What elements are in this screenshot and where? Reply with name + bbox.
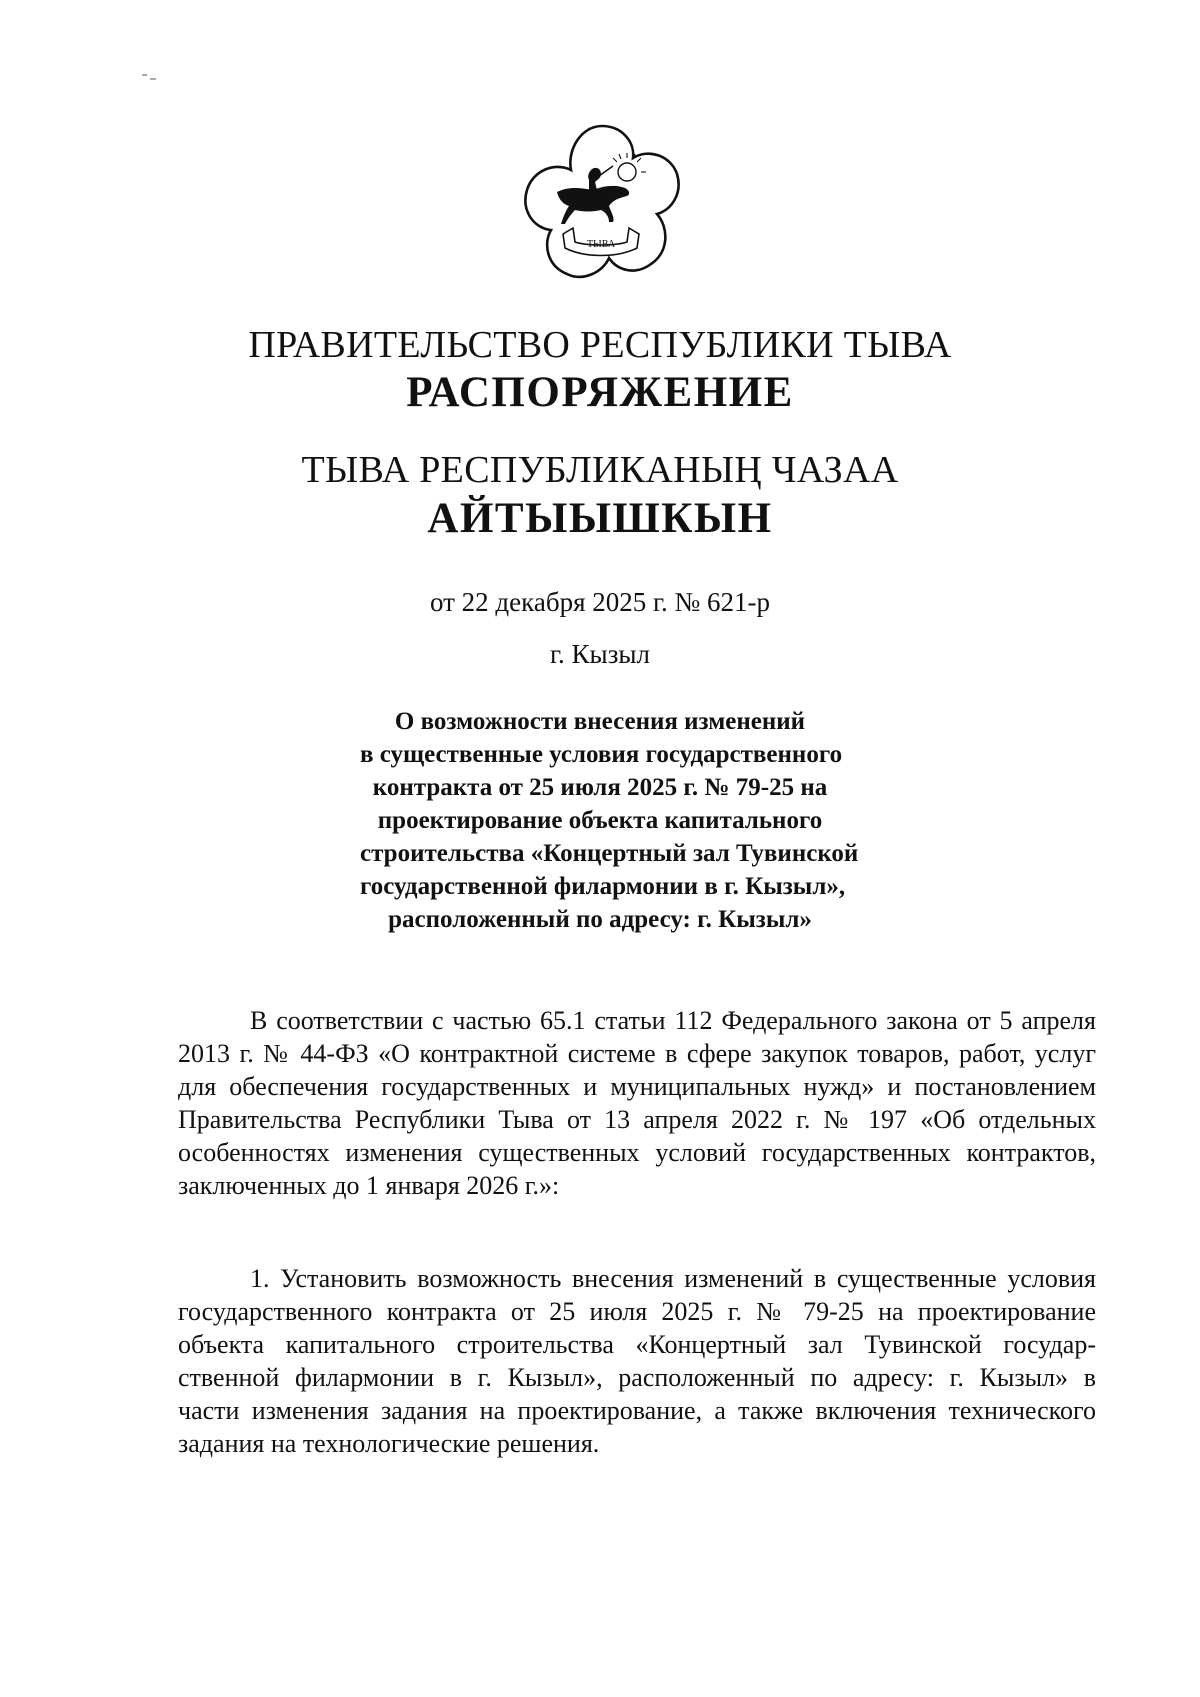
item-1-line: 1. Установить возможность внесения изменений в существенные условия (250, 1264, 1096, 1293)
document-city: г. Кызыл (550, 639, 650, 669)
document-date-number: от 22 декабря 2025 г. № 621-р (429, 587, 771, 617)
tuva-coat-of-arms-icon (517, 118, 687, 286)
item-1-line: ственной филармонии в г. Кызыл», расположенный по адресу: г. Кызыл» в (178, 1363, 1096, 1392)
item-1-line: части изменения задания на проектирование, а также включения технического (178, 1396, 1096, 1425)
document-subject (360, 705, 859, 936)
document-type-tyv: АЙТЫЫШКЫН (427, 495, 773, 542)
preamble-line: В соответствии с частью 65.1 статьи 112 Федерального закона от 5 апреля (250, 1006, 1096, 1035)
subject-line: строительства «Концертный зал Тувинской (360, 840, 859, 867)
subject-line: О возможности внесения изменений (394, 708, 806, 735)
item-1-line: объекта капитального строительства «Концертный зал Тувинской государ- (178, 1330, 1096, 1359)
subject-line: контракта от 25 июля 2025 г. № 79-25 на (372, 774, 828, 801)
government-title-tyv: ТЫВА РЕСПУБЛИКАНЫҢ ЧАЗАА (301, 449, 899, 491)
preamble-line: заключенных до 1 января 2026 г.»: (178, 1171, 560, 1200)
subject-line: в существенные условия государственного (360, 741, 843, 768)
document-type-ru: РАСПОРЯЖЕНИЕ (406, 369, 794, 416)
subject-line: проектирование объекта капитального (377, 807, 823, 834)
preamble-paragraph (178, 1004, 1096, 1202)
item-1-line: задания на технологические решения. (178, 1429, 600, 1458)
item-1-paragraph (178, 1262, 1096, 1460)
svg-text:ТЫВА: ТЫВА (586, 239, 616, 250)
preamble-line: особенностях изменения существенных условий государственных контрактов, (178, 1138, 1096, 1167)
preamble-line: для обеспечения государственных и муниципальных нужд» и постановлением (178, 1072, 1096, 1101)
subject-line: расположенный по адресу: г. Кызыл» (388, 906, 812, 933)
scan-mark (142, 74, 156, 80)
subject-line: государственной филармонии в г. Кызыл», (360, 873, 846, 900)
preamble-line: 2013 г. № 44-ФЗ «О контрактной системе в сфере закупок товаров, работ, услуг (178, 1039, 1096, 1068)
preamble-line: Правительства Республики Тыва от 13 апреля 2022 г. № 197 «Об отдельных (178, 1105, 1096, 1134)
item-1-line: государственного контракта от 25 июля 2025 г. № 79-25 на проектирование (178, 1297, 1096, 1326)
government-title-ru: ПРАВИТЕЛЬСТВО РЕСПУБЛИКИ ТЫВА (248, 324, 952, 366)
